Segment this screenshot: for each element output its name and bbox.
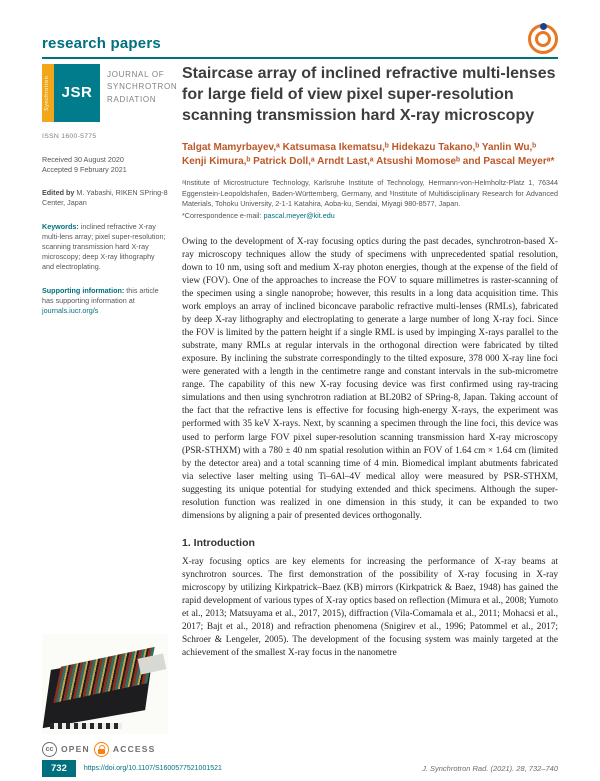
keywords-block	[42, 222, 168, 273]
jsr-logo-vertical-text: Synchrotron	[42, 64, 54, 122]
journal-name-line: RADIATION	[107, 94, 157, 104]
supporting-label: Supporting information:	[42, 285, 127, 295]
section-1-heading: 1. Introduction	[182, 536, 255, 549]
open-access-label-access: ACCESS	[112, 744, 156, 755]
cc-license-icon	[42, 742, 57, 757]
correspondence-email-link[interactable]: pascal.meyer@kit.edu	[263, 211, 335, 221]
page-number: 732	[42, 760, 76, 777]
section-1-paragraph: X-ray focusing optics are key elements for increasing the performance of X-ray beams at synchrotron sources. The first demonstration of the possibility of X-ray focusing in X-ray microscopy by utilizing Kirkpatrick–Baez (KB) mirrors (Kirkpatrick & Baez, 1948) has gained the rapid development of various types of X-ray optics based on reflection (Mimura et al., 2008; Yumoto et al., 2013; Matsuyama et al., 2017, 2015), diffraction (Vila-Comamala et al., 2011; Mohacsi et al., 2017; Bajt et al., 2018) and refraction phenomena (Snigirev et al., 1996; Patommel et al., 2017; Schroer & Lengeler, 2005). The development of the focusing system was mainly targeted at the achievement of the smallest X-ray focus in the nanometre	[182, 556, 558, 658]
jsr-logo	[42, 64, 100, 122]
jsr-logo-acronym: JSR	[61, 84, 93, 102]
page-footer	[42, 760, 558, 777]
edited-by-label: Edited by	[42, 188, 77, 198]
accepted-date: Accepted 9 February 2021	[42, 164, 127, 174]
edited-by-value: M. Yabashi, RIKEN SPring-8 Center, Japan	[42, 188, 168, 208]
sidebar	[42, 64, 178, 757]
content-columns	[42, 64, 558, 757]
affiliations: ᵃInstitute of Microstructure Technology, Karlsruhe Institute of Technology, Hermann-von-Helmholtz-Platz 1, 76344 Eggenstein-Leopoldshafen, Baden-Württemberg, Germany, and ᵇInstitute of Multidisciplinary Research for Advanced Materials, Tohoku University, 2-1-1 Katahira, Aoba-ku, Sendai, Miyagi 980-8577, Japan.	[182, 178, 558, 208]
supporting-text: this article has supporting information at	[42, 285, 159, 305]
correspondence-line	[182, 211, 558, 221]
doi-link[interactable]: https://doi.org/10.1107/S1600577521001521	[83, 765, 222, 772]
keywords-text: inclined refractive X-ray multi-lens array; pixel super-resolution; scanning transmission hard X-ray microscopy; deep X-ray lithography and electroplating.	[42, 221, 166, 272]
device-photo	[42, 634, 168, 734]
journal-name-line: SYNCHROTRON	[107, 82, 178, 92]
page-header	[42, 24, 558, 59]
article-title: Staircase array of inclined refractive multi-lenses for large field of view pixel super-resolution scanning transmission hard X-ray microscopy	[182, 65, 556, 124]
article-main	[182, 64, 558, 757]
author-list: Talgat Mamyrbayev,ᵃ Katsumasa Ikematsu,ᵇ Hidekazu Takano,ᵇ Yanlin Wu,ᵇ Kenji Kimura,ᵇ Patrick Doll,ᵃ Arndt Last,ᵃ Atsushi Momoseᵇ and Pascal Meyerᵃ*	[182, 142, 555, 168]
supporting-information-block	[42, 286, 168, 317]
supporting-link[interactable]: journals.iucr.org/s	[42, 306, 99, 316]
abstract-paragraph: Owing to the development of X-ray focusing optics during the past decades, synchrotron-based X-ray microscopy techniques allow the study of specimens with unprecedented spatial resolution, down to 10 nm, using soft and medium X-ray photon energies, though at the expense of the field of view (FOV). One of the approaches to increase the FOV to square millimetres is raster-scanning of the specimen using a single nanoprobe; however, this results in a long data acquisition time. This work employs an array of inclined biconcave parabolic refractive multi-lenses (RMLs), fabricated by deep X-ray lithography and electroplating to generate a large number of long X-ray foci. Since the FOV is limited by the pattern height if a single RML is used by impinging X-rays parallel to the substrate, many RMLs at regular intervals in the orthogonal direction were fabricated by tilted exposure. By inclining the substrate correspondingly to the tilted exposure, 378 000 X-ray line foci were generated with a length in the centimetre range and constant intervals in the sub-micrometre range. The capability of this new X-ray focusing device was first confirmed using ray-tracing simulations and then using synchrotron radiation at BL20B2 of SPring-8, Japan. Taking account of the fact that the refractive lens is effective for focusing high-energy X-rays, the experiment was performed with 35 keV X-rays. Next, by scanning a specimen through the line foci, this device was used to perform large FOV pixel super-resolution scanning transmission hard X-ray microscopy (PSR-STHXM) with a 780 ± 40 nm spatial resolution within an FOV of 1.64 cm × 1.64 cm (limited by the detector area) and a total scanning time of 4 min. Biomedical implant abutments fabricated via selective laser melting using Ti–6Al–4V medical alloy were measured by PSR-STHXM, suggesting its unique potential for studying extended and thick specimens. Although the super-resolution function was realized in one dimension in this study, it can be expanded to two dimensions by aligning a pair of presented devices orthogonally.	[182, 237, 558, 521]
correspondence-label: *Correspondence e-mail:	[182, 211, 264, 221]
open-access-row	[42, 742, 168, 757]
photo-scale-ruler	[50, 723, 122, 729]
edited-by-block	[42, 188, 168, 208]
section-label: research papers	[42, 35, 161, 52]
iucr-journals-logo-icon	[528, 24, 558, 54]
keywords-label: Keywords:	[42, 221, 81, 231]
journal-name	[107, 64, 177, 122]
issn: ISSN 1600-5775	[42, 133, 97, 140]
received-date: Received 30 August 2020	[42, 154, 124, 164]
cc-text: cc	[45, 745, 54, 753]
received-accepted-block	[42, 155, 168, 175]
journal-name-line: JOURNAL OF	[107, 70, 165, 79]
header-rule	[42, 57, 558, 59]
journal-logo-row	[42, 64, 178, 122]
open-access-lock-icon	[94, 742, 109, 757]
open-access-label-open: OPEN	[61, 744, 90, 755]
citation: J. Synchrotron Rad. (2021). 28, 732–740	[422, 764, 558, 773]
